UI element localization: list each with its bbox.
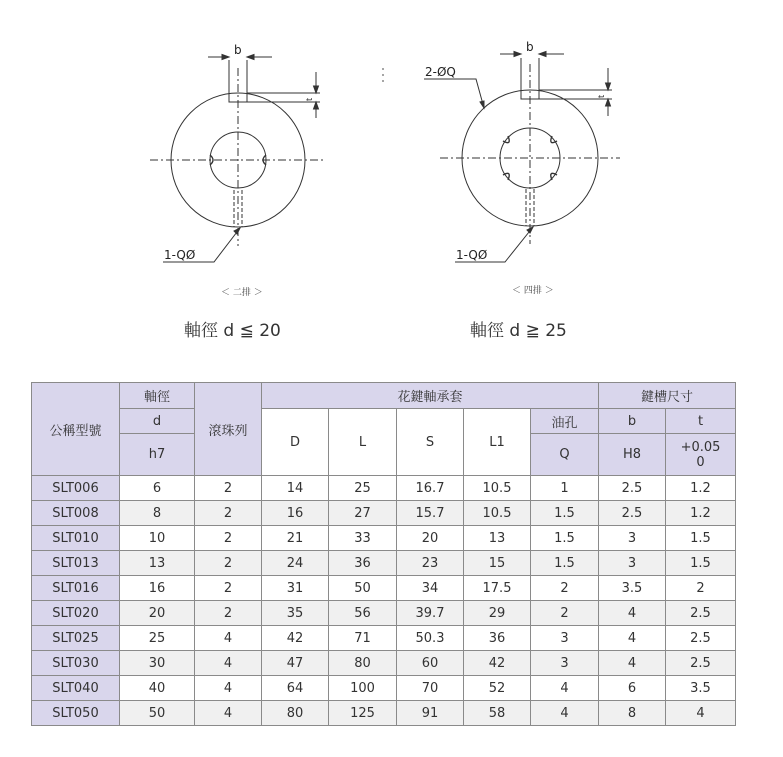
value-cell: 15.7 [397, 501, 464, 526]
technical-drawings [0, 0, 783, 350]
value-cell: 23 [397, 551, 464, 576]
value-cell: 2 [195, 501, 262, 526]
left-label-t: t [305, 97, 314, 101]
header-tolerance: +0.05 0 [666, 434, 736, 476]
value-cell: 60 [397, 651, 464, 676]
header-model: 公稱型號 [32, 383, 120, 476]
value-cell: 2 [195, 576, 262, 601]
value-cell: 6 [599, 676, 666, 701]
model-cell: SLT030 [32, 651, 120, 676]
value-cell: 64 [262, 676, 329, 701]
value-cell: 30 [120, 651, 195, 676]
right-label-b: b [526, 40, 534, 54]
header-H8: H8 [599, 434, 666, 476]
value-cell: 4 [195, 701, 262, 726]
right-outer-label: 2-ØQ [425, 65, 456, 79]
value-cell: 24 [262, 551, 329, 576]
value-cell: 4 [195, 651, 262, 676]
value-cell: 39.7 [397, 601, 464, 626]
right-label-t: t [597, 94, 606, 98]
value-cell: 16 [262, 501, 329, 526]
value-cell: 100 [329, 676, 397, 701]
right-outer-leader [424, 79, 484, 108]
value-cell: 20 [120, 601, 195, 626]
value-cell: 16 [120, 576, 195, 601]
value-cell: 4 [599, 651, 666, 676]
model-cell: SLT006 [32, 476, 120, 501]
left-label-b: b [234, 43, 242, 57]
left-caption: 軸徑 d ≦ 20 [184, 321, 281, 341]
value-cell: 2 [195, 601, 262, 626]
header-d: d [120, 409, 195, 434]
value-cell: 35 [262, 601, 329, 626]
value-cell: 1.5 [531, 551, 599, 576]
model-cell: SLT020 [32, 601, 120, 626]
table-row [32, 551, 736, 576]
model-cell: SLT040 [32, 676, 120, 701]
value-cell: 2.5 [666, 626, 736, 651]
value-cell: 52 [464, 676, 531, 701]
model-cell: SLT013 [32, 551, 120, 576]
value-cell: 13 [464, 526, 531, 551]
header-Q: Q [531, 434, 599, 476]
table-row [32, 626, 736, 651]
table-row [32, 476, 736, 501]
value-cell: 34 [397, 576, 464, 601]
value-cell: 2.5 [599, 501, 666, 526]
value-cell: 27 [329, 501, 397, 526]
value-cell: 3.5 [666, 676, 736, 701]
separator-dots [382, 68, 384, 82]
header-L: L [329, 409, 397, 476]
right-sub-caption: ＜ 四排 ＞ [512, 286, 554, 296]
value-cell: 10.5 [464, 501, 531, 526]
value-cell: 3.5 [599, 576, 666, 601]
value-cell: 8 [120, 501, 195, 526]
value-cell: 36 [329, 551, 397, 576]
table-body [32, 476, 736, 726]
value-cell: 17.5 [464, 576, 531, 601]
value-cell: 80 [262, 701, 329, 726]
value-cell: 2 [666, 576, 736, 601]
value-cell: 8 [599, 701, 666, 726]
value-cell: 10 [120, 526, 195, 551]
value-cell: 25 [120, 626, 195, 651]
value-cell: 50.3 [397, 626, 464, 651]
value-cell: 4 [666, 701, 736, 726]
value-cell: 91 [397, 701, 464, 726]
value-cell: 47 [262, 651, 329, 676]
value-cell: 40 [120, 676, 195, 701]
value-cell: 4 [531, 701, 599, 726]
header-D: D [262, 409, 329, 476]
value-cell: 58 [464, 701, 531, 726]
table-header [32, 383, 736, 476]
table-row [32, 676, 736, 701]
left-hole-label: 1-QØ [164, 248, 196, 262]
value-cell: 56 [329, 601, 397, 626]
right-hole-label: 1-QØ [456, 248, 488, 262]
value-cell: 70 [397, 676, 464, 701]
value-cell: 6 [120, 476, 195, 501]
right-drawing [424, 52, 620, 263]
value-cell: 4 [599, 626, 666, 651]
model-cell: SLT050 [32, 701, 120, 726]
header-b: b [599, 409, 666, 434]
right-outer-circle [462, 90, 598, 226]
value-cell: 1.5 [531, 526, 599, 551]
value-cell: 2.5 [666, 651, 736, 676]
value-cell: 1.5 [666, 526, 736, 551]
table-row [32, 501, 736, 526]
value-cell: 29 [464, 601, 531, 626]
value-cell: 2.5 [599, 476, 666, 501]
header-sleeve: 花鍵軸承套 [262, 383, 599, 409]
value-cell: 1.5 [666, 551, 736, 576]
value-cell: 16.7 [397, 476, 464, 501]
value-cell: 1.5 [531, 501, 599, 526]
value-cell: 25 [329, 476, 397, 501]
value-cell: 50 [329, 576, 397, 601]
header-h7: h7 [120, 434, 195, 476]
table-row [32, 651, 736, 676]
table-row [32, 601, 736, 626]
value-cell: 71 [329, 626, 397, 651]
table-row [32, 526, 736, 551]
value-cell: 20 [397, 526, 464, 551]
value-cell: 3 [531, 651, 599, 676]
value-cell: 4 [531, 676, 599, 701]
value-cell: 4 [195, 676, 262, 701]
model-cell: SLT008 [32, 501, 120, 526]
header-keyway: 鍵槽尺寸 [599, 383, 736, 409]
header-shaft: 軸徑 [120, 383, 195, 409]
model-cell: SLT010 [32, 526, 120, 551]
value-cell: 21 [262, 526, 329, 551]
value-cell: 42 [464, 651, 531, 676]
value-cell: 15 [464, 551, 531, 576]
left-drawing [150, 55, 326, 263]
value-cell: 1.2 [666, 501, 736, 526]
value-cell: 2 [195, 476, 262, 501]
value-cell: 3 [531, 626, 599, 651]
table-row [32, 576, 736, 601]
value-cell: 14 [262, 476, 329, 501]
value-cell: 3 [599, 551, 666, 576]
drawing-svg [0, 0, 783, 350]
header-S: S [397, 409, 464, 476]
right-caption: 軸徑 d ≧ 25 [470, 321, 567, 341]
model-cell: SLT016 [32, 576, 120, 601]
value-cell: 42 [262, 626, 329, 651]
value-cell: 80 [329, 651, 397, 676]
value-cell: 13 [120, 551, 195, 576]
value-cell: 4 [195, 626, 262, 651]
spec-table [31, 382, 736, 726]
header-oil: 油孔 [531, 409, 599, 434]
value-cell: 4 [599, 601, 666, 626]
header-balls: 滾珠列 [195, 383, 262, 476]
value-cell: 31 [262, 576, 329, 601]
header-L1: L1 [464, 409, 531, 476]
value-cell: 1.2 [666, 476, 736, 501]
value-cell: 3 [599, 526, 666, 551]
model-cell: SLT025 [32, 626, 120, 651]
value-cell: 1 [531, 476, 599, 501]
table-row [32, 701, 736, 726]
value-cell: 50 [120, 701, 195, 726]
value-cell: 2 [195, 526, 262, 551]
value-cell: 125 [329, 701, 397, 726]
header-t: t [666, 409, 736, 434]
value-cell: 33 [329, 526, 397, 551]
value-cell: 2 [531, 601, 599, 626]
value-cell: 10.5 [464, 476, 531, 501]
left-sub-caption: ＜ 二排 ＞ [221, 288, 263, 298]
value-cell: 36 [464, 626, 531, 651]
value-cell: 2 [195, 551, 262, 576]
value-cell: 2 [531, 576, 599, 601]
value-cell: 2.5 [666, 601, 736, 626]
